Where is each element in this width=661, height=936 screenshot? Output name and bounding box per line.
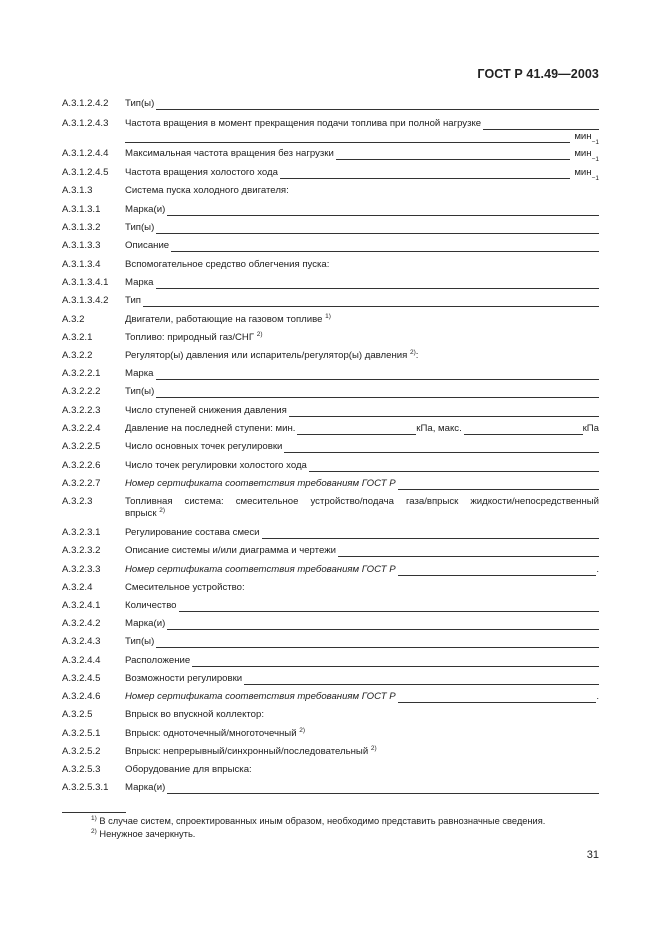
field-label: Число точек регулировки холостого хода (125, 460, 307, 471)
fill-line[interactable] (156, 387, 599, 398)
clause-number: A.3.2.2.5 (62, 441, 101, 452)
clause-number: A.3.2.2.1 (62, 368, 101, 379)
clause-number: A.3.2.4.2 (62, 618, 101, 629)
clause-number: A.3.1.2.4.3 (62, 118, 109, 129)
field-label: Описание (125, 240, 170, 251)
field-label: Топливо: природный газ/СНГ (125, 332, 255, 343)
footnote-mark: 1) (91, 815, 97, 822)
clause-number: A.3.2.3.2 (62, 545, 101, 556)
fill-line[interactable] (125, 132, 570, 143)
clause-number: A.3.1.3.4.2 (62, 295, 109, 306)
footnote-text: В случае систем, спроектированных иным образом, необходимо представить равнозначные сведения. (99, 816, 546, 826)
unit-label: мин (574, 131, 592, 142)
footnote-ref: 1) (325, 313, 331, 320)
fill-line[interactable] (143, 296, 599, 307)
footnote-text: Ненужное зачеркнуть. (99, 829, 196, 839)
fill-line[interactable] (262, 528, 599, 539)
clause-number: A.3.2.4 (62, 582, 93, 593)
clause-number: A.3.2.3.3 (62, 564, 101, 575)
footnote (91, 829, 195, 839)
footnote-ref: 2) (159, 507, 165, 514)
field-label: Номер сертификата соответствия требованиям ГОСТ Р (125, 564, 396, 575)
unit-label: кПа, макс. (416, 423, 462, 434)
clause-number: A.3.2.2 (62, 350, 93, 361)
label-suffix: . (596, 691, 599, 702)
clause-number: A.3.2.2.7 (62, 478, 101, 489)
fill-line[interactable] (398, 479, 599, 490)
field-label: Тип(ы) (125, 98, 155, 109)
clause-number: A.3.1.3.2 (62, 222, 101, 233)
clause-number: A.3.2.2.3 (62, 405, 101, 416)
label-suffix: . (596, 564, 599, 575)
clause-number: A.3.1.3.1 (62, 204, 101, 215)
field-label: Регулятор(ы) давления или испаритель/регулятор(ы) давления (125, 350, 408, 361)
field-label: Впрыск: одноточечный/многоточечный (125, 728, 297, 739)
fill-line[interactable] (280, 168, 570, 179)
clause-number: A.3.2.3 (62, 496, 93, 507)
fill-line[interactable] (156, 223, 599, 234)
clause-number: A.3.2 (62, 314, 85, 325)
fill-line[interactable] (336, 149, 570, 160)
clause-number: A.3.2.1 (62, 332, 93, 343)
fill-line[interactable] (156, 637, 599, 648)
section-heading: Вспомогательное средство облегчения пуска: (125, 259, 330, 270)
clause-number: A.3.2.2.6 (62, 460, 101, 471)
field-label: Топливная система: смесительное устройство/подача газа/впрыск жидкости/непосредственный (125, 496, 599, 507)
fill-line[interactable] (156, 369, 599, 380)
field-label: Расположение (125, 655, 191, 666)
clause-number: A.3.1.3.3 (62, 240, 101, 251)
field-label: Регулирование состава смеси (125, 527, 260, 538)
footnote-ref: 2) (370, 745, 377, 752)
page-number: 31 (586, 849, 599, 861)
fill-line[interactable] (156, 99, 599, 110)
clause-number: A.3.2.2.2 (62, 386, 101, 397)
section-heading: Система пуска холодного двигателя: (125, 185, 289, 196)
field-label: Марка (125, 277, 154, 288)
footnote-ref: 2) (299, 727, 306, 734)
section-heading: Смесительное устройство: (125, 582, 245, 593)
fill-line[interactable] (289, 406, 599, 417)
footnote-ref: 2) (256, 331, 263, 338)
fill-line[interactable] (398, 692, 597, 703)
footnote-separator (62, 812, 126, 813)
fill-line[interactable] (284, 442, 599, 453)
fill-line[interactable] (398, 565, 597, 576)
footnote-mark: 2) (91, 828, 97, 835)
field-label: Марка(и) (125, 204, 166, 215)
field-label: Тип(ы) (125, 636, 155, 647)
fill-line[interactable] (171, 241, 599, 252)
clause-number: A.3.2.4.1 (62, 600, 101, 611)
field-label: Впрыск: непрерывный/синхронный/последовательный (125, 746, 369, 757)
unit-label: кПа (582, 423, 600, 434)
clause-number: A.3.2.5.2 (62, 746, 101, 757)
section-heading: Оборудование для впрыска: (125, 764, 252, 775)
label-suffix: : (415, 350, 419, 361)
fill-line[interactable] (338, 546, 599, 557)
clause-number: A.3.2.4.4 (62, 655, 101, 666)
field-label: Возможности регулировки (125, 673, 243, 684)
min-pressure-fill[interactable] (297, 424, 416, 435)
field-label: Марка (125, 368, 154, 379)
clause-number: A.3.1.2.4.2 (62, 98, 109, 109)
field-label: Марка(и) (125, 782, 166, 793)
field-label: Марка(и) (125, 618, 166, 629)
field-label: Номер сертификата соответствия требованиям ГОСТ Р (125, 691, 396, 702)
clause-number: A.3.2.5.1 (62, 728, 101, 739)
clause-number: A.3.1.2.4.4 (62, 148, 109, 159)
field-label: Число основных точек регулировки (125, 441, 283, 452)
clause-number: A.3.2.5.3.1 (62, 782, 109, 793)
unit-label: мин (574, 167, 592, 178)
fill-line[interactable] (483, 119, 599, 130)
fill-line[interactable] (192, 656, 599, 667)
fill-line[interactable] (167, 783, 599, 794)
clause-number: A.3.1.3.4 (62, 259, 101, 270)
fill-line[interactable] (244, 674, 599, 685)
clause-number: A.3.2.4.3 (62, 636, 101, 647)
clause-number: A.3.2.2.4 (62, 423, 101, 434)
unit-label: мин (574, 148, 592, 159)
clause-number: A.3.1.3 (62, 185, 93, 196)
clause-number: A.3.1.2.4.5 (62, 167, 109, 178)
field-label-continued: впрыск (125, 508, 157, 519)
field-label: Количество (125, 600, 177, 611)
footnote-ref: 2) (410, 349, 416, 356)
field-label: Тип(ы) (125, 386, 155, 397)
field-label: Номер сертификата соответствия требованиям ГОСТ Р (125, 478, 396, 489)
field-label: Число ступеней снижения давления (125, 405, 287, 416)
max-pressure-fill[interactable] (464, 424, 583, 435)
fill-line[interactable] (156, 278, 599, 289)
clause-number: A.3.2.4.5 (62, 673, 101, 684)
field-label: Максимальная частота вращения без нагрузки (125, 148, 334, 159)
section-heading: Впрыск во впускной коллектор: (125, 709, 264, 720)
clause-number: A.3.2.3.1 (62, 527, 101, 538)
clause-number: A.3.2.5 (62, 709, 93, 720)
section-heading: Двигатели, работающие на газовом топливе (125, 314, 323, 325)
field-label: Описание системы и/или диаграмма и чертежи (125, 545, 336, 556)
fill-line[interactable] (167, 205, 599, 216)
clause-number: A.3.1.3.4.1 (62, 277, 109, 288)
footnote (91, 816, 545, 826)
fill-line[interactable] (167, 619, 599, 630)
document-header: ГОСТ Р 41.49—2003 (477, 67, 599, 81)
clause-number: A.3.2.4.6 (62, 691, 101, 702)
field-label: Тип (125, 295, 141, 306)
field-label: Тип(ы) (125, 222, 155, 233)
clause-number: A.3.2.5.3 (62, 764, 101, 775)
field-label: Частота вращения холостого хода (125, 167, 278, 178)
fill-line[interactable] (309, 461, 599, 472)
field-label: Давление на последней ступени: мин. (125, 423, 296, 434)
fill-line[interactable] (179, 601, 599, 612)
field-label: Частота вращения в момент прекращения подачи топлива при полной нагрузке (125, 118, 482, 129)
